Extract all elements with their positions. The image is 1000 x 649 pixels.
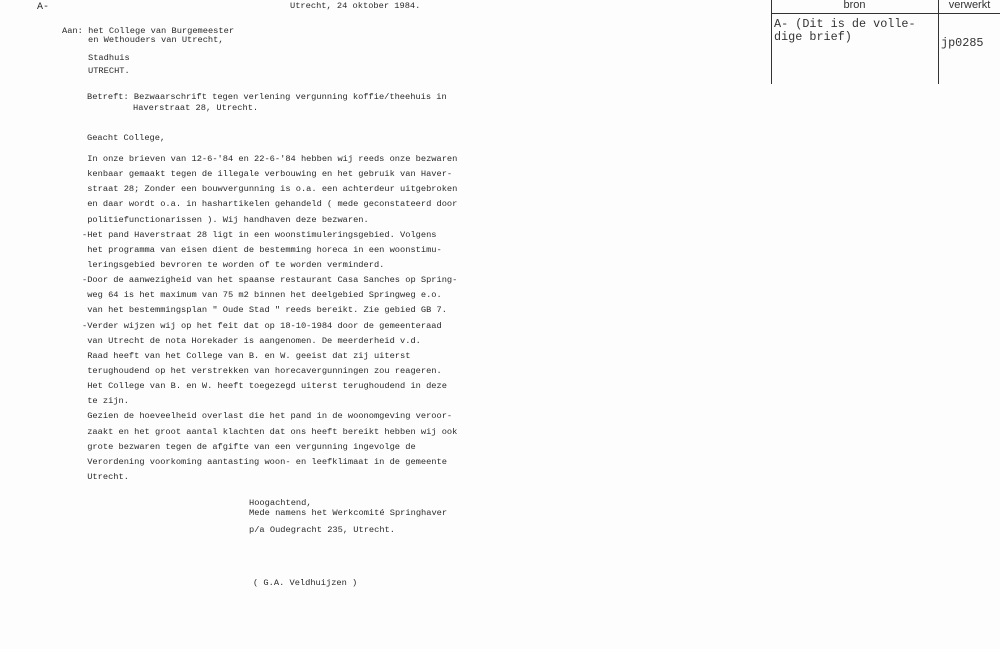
body-line: van Utrecht de nota Horekader is aangenomen. De meerderheid v.d. — [82, 335, 421, 346]
salutation: Geacht College, — [87, 133, 166, 143]
source-cell-line: dige brief) — [774, 30, 852, 44]
processed-cell: jp0285 — [941, 36, 984, 50]
body-line: van het bestemmingsplan " Oude Stad " reeds bereikt. Zie gebied GB 7. — [82, 305, 447, 316]
body-line: -Verder wijzen wij op het feit dat op 18-10-1984 door de gemeenteraad — [82, 320, 442, 331]
body-line: terughoudend op het verstrekken van horecavergunningen zou reageren. — [82, 365, 442, 376]
body-line: grote bezwaren tegen de afgifte van een vergunning ingevolge de — [82, 441, 416, 452]
closing-line: Hoogachtend, — [249, 498, 312, 508]
header-verwerkt: verwerkt — [948, 0, 991, 11]
body-line: te zijn. — [82, 396, 129, 407]
body-line: politiefunctionarissen ). Wij handhaven deze bezwaren. — [82, 214, 369, 225]
address-line: Stadhuis — [88, 53, 130, 63]
subject-line: Betreft: Bezwaarschrift tegen verlening vergunning koffie/theehuis in — [87, 92, 447, 102]
body-line: leringsgebied bevroren te worden of te worden verminderd. — [82, 259, 385, 270]
closing-line: Mede namens het Werkcomité Springhaver — [249, 508, 448, 518]
body-line: straat 28; Zonder een bouwvergunning is o.a. een achterdeur uitgebroken — [82, 184, 458, 195]
letter-date: Utrecht, 24 oktober 1984. — [290, 1, 421, 11]
body-line: zaakt en het groot aantal klachten dat ons heeft bereikt hebben wij ook — [82, 426, 458, 437]
body-line: het programma van eisen dient de bestemming horeca in een woonstimu- — [82, 244, 442, 255]
address-line: Aan: het College van Burgemeester — [62, 26, 235, 36]
body-line: en daar wordt o.a. in hashartikelen gehandeld ( mede geconstateerd door — [82, 199, 458, 210]
body-line: Raad heeft van het College van B. en W. geeist dat zij uiterst — [82, 350, 411, 361]
body-line: -Het pand Haverstraat 28 ligt in een woonstimuleringsgebied. Volgens — [82, 229, 437, 240]
address-line: UTRECHT. — [88, 66, 130, 76]
body-line: weg 64 is het maximum van 75 m2 binnen het deelgebied Springweg e.o. — [82, 290, 442, 301]
body-line: Utrecht. — [82, 471, 129, 482]
body-line: -Door de aanwezigheid van het spaanse restaurant Casa Sanches op Spring- — [82, 275, 458, 286]
body-line: Verordening voorkoming aantasting woon- en leefklimaat in de gemeente — [82, 456, 447, 467]
body-line: kenbaar gemaakt tegen de illegale verbouwing en het gebruik van Haver- — [82, 169, 453, 180]
subject-line: Haverstraat 28, Utrecht. — [133, 103, 259, 113]
signature-name: ( G.A. Veldhuijzen ) — [253, 578, 358, 588]
body-line: Gezien de hoeveelheid overlast die het pand in de woonomgeving veroor- — [82, 411, 453, 422]
closing-line: p/a Oudegracht 235, Utrecht. — [249, 525, 395, 535]
table-divider — [771, 13, 1000, 14]
body-line: In onze brieven van 12-6-'84 en 22-6-'84 hebben wij reeds onze bezwaren — [82, 154, 458, 164]
document-marker: A- — [37, 2, 50, 13]
header-bron: bron — [843, 0, 866, 11]
body-line: Het College van B. en W. heeft toegezegd uiterst terughoudend in deze — [82, 381, 447, 392]
address-line: en Wethouders van Utrecht, — [88, 35, 224, 45]
source-cell-line: A- (Dit is de volle- — [774, 17, 916, 31]
